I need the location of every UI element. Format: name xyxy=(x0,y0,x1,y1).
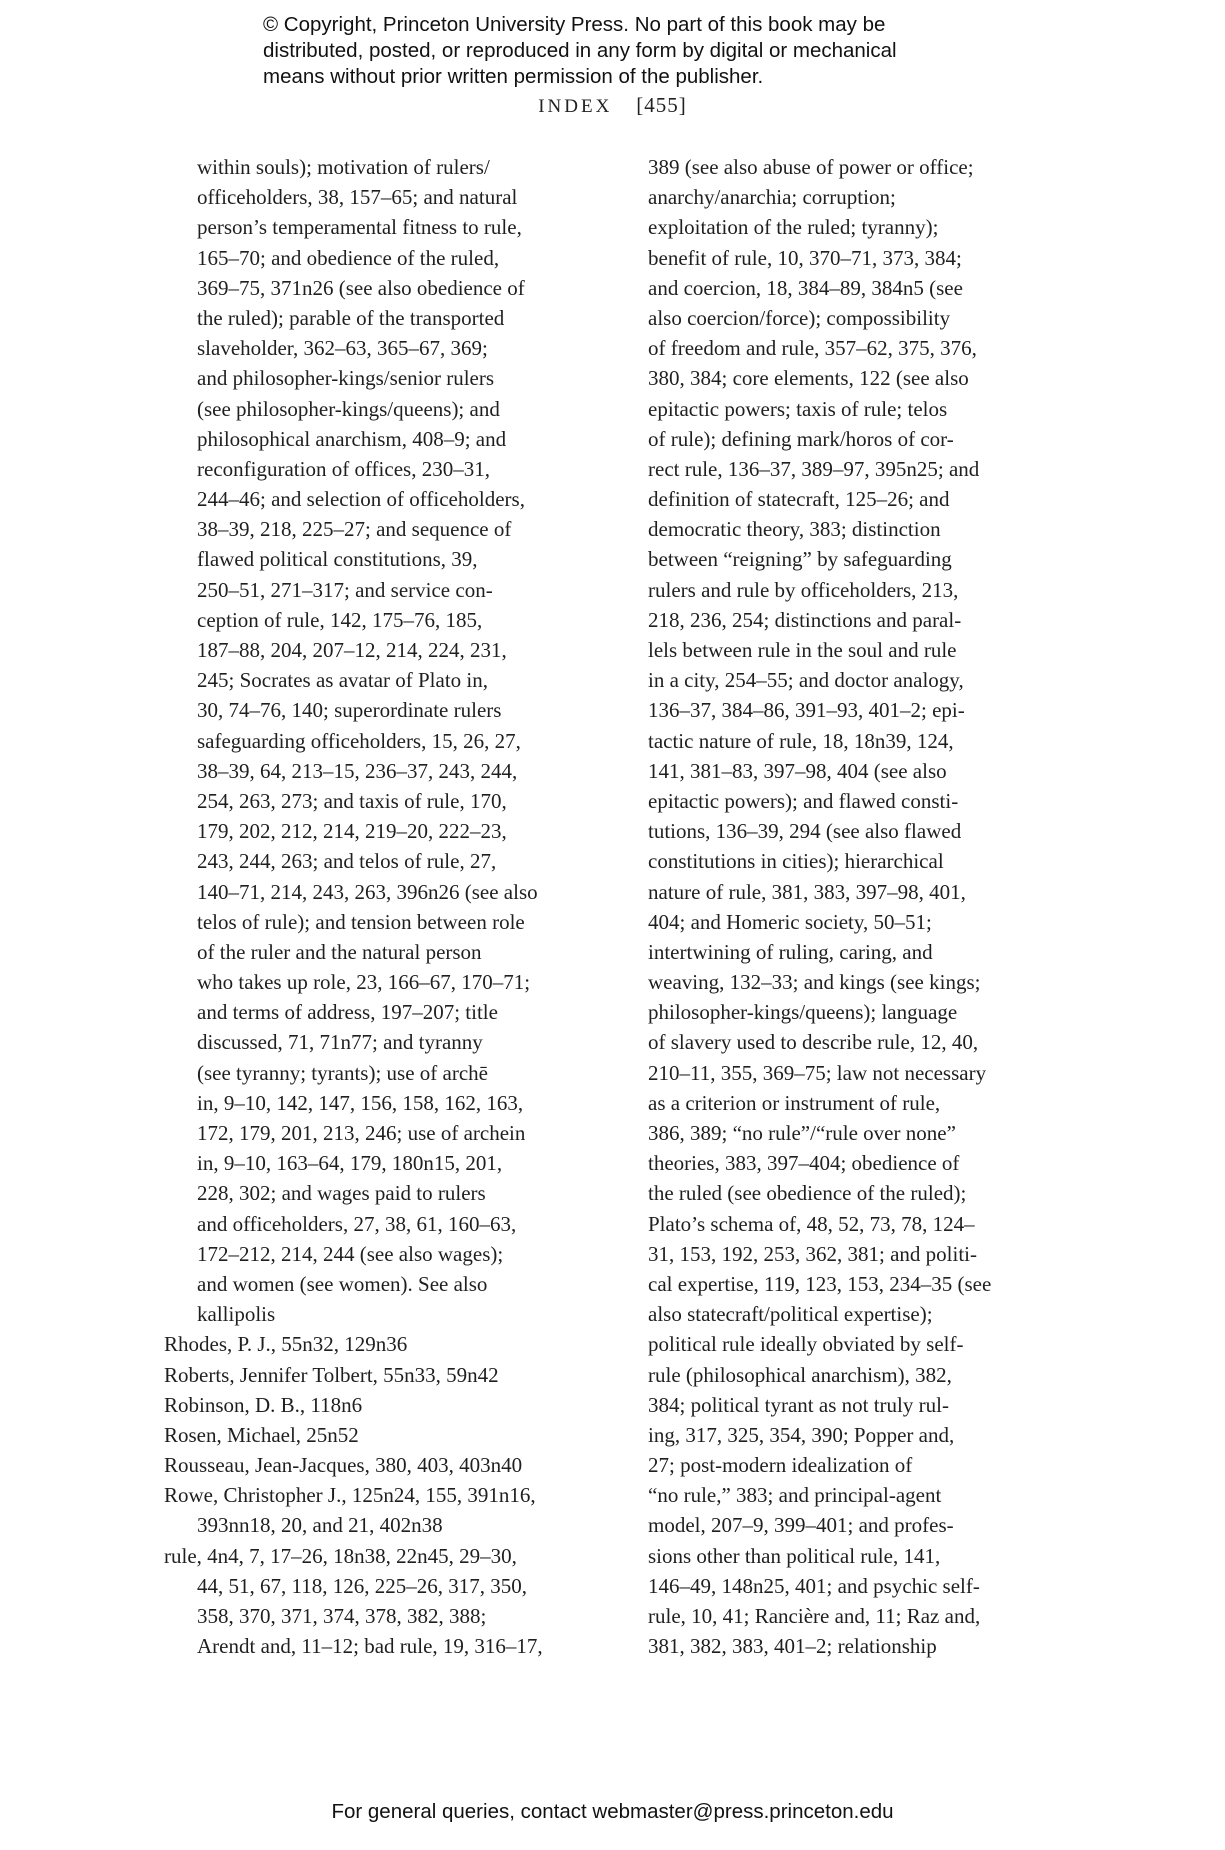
index-line: 393nn18, 20, and 21, 402n38 xyxy=(197,1513,443,1538)
index-line: and terms of address, 197–207; title xyxy=(197,1000,498,1025)
index-line: discussed, 71, 71n77; and tyranny xyxy=(197,1030,483,1055)
copyright-line: © Copyright, Princeton University Press. No part of this book may be xyxy=(263,13,886,36)
index-line: 386, 389; “no rule”/“rule over none” xyxy=(648,1121,956,1145)
index-line: 381, 382, 383, 401–2; relationship xyxy=(648,1634,937,1659)
index-line: flawed political constitutions, 39, xyxy=(197,547,478,572)
index-line: 358, 370, 371, 374, 378, 382, 388; xyxy=(197,1604,487,1628)
index-line: 244–46; and selection of officeholders, xyxy=(197,487,525,512)
index-line: officeholders, 38, 157–65; and natural xyxy=(197,185,518,210)
index-line: intertwining of ruling, caring, and xyxy=(648,939,933,964)
index-line: weaving, 132–33; and kings (see kings; xyxy=(648,970,981,995)
index-line: Arendt and, 11–12; bad rule, 19, 316–17, xyxy=(197,1634,543,1659)
index-line: theories, 383, 397–404; obedience of xyxy=(648,1151,960,1176)
index-line: 228, 302; and wages paid to rulers xyxy=(197,1181,486,1206)
index-line: rule, 4n4, 7, 17–26, 18n38, 22n45, 29–30, xyxy=(164,1543,517,1568)
index-column-left xyxy=(164,152,584,1661)
index-line: Rosen, Michael, 25n52 xyxy=(164,1422,359,1447)
index-line: (see tyranny; tyrants); use of archē xyxy=(197,1060,488,1085)
index-line: in, 9–10, 142, 147, 156, 158, 162, 163, xyxy=(197,1090,524,1115)
index-line: of the ruler and the natural person xyxy=(197,939,482,964)
index-line: slaveholder, 362–63, 365–67, 369; xyxy=(197,336,488,361)
index-line: ing, 317, 325, 354, 390; Popper and, xyxy=(648,1422,955,1447)
index-line: safeguarding officeholders, 15, 26, 27, xyxy=(197,728,521,753)
index-line: also coercion/force); compossibility xyxy=(648,305,951,330)
index-line: 44, 51, 67, 118, 126, 225–26, 317, 350, xyxy=(197,1573,527,1598)
index-line: 27; post-modern idealization of xyxy=(648,1453,913,1478)
index-line: ception of rule, 142, 175–76, 185, xyxy=(197,607,483,632)
index-line: 38–39, 218, 225–27; and sequence of xyxy=(197,517,512,542)
index-line: of freedom and rule, 357–62, 375, 376, xyxy=(648,336,977,361)
index-line: rule (philosophical anarchism), 382, xyxy=(648,1362,952,1387)
index-line: in, 9–10, 163–64, 179, 180n15, 201, xyxy=(197,1151,503,1176)
index-line: and women (see women). See also xyxy=(197,1271,488,1296)
index-line: rule, 10, 41; Rancière and, 11; Raz and, xyxy=(648,1604,981,1628)
index-line: kallipolis xyxy=(197,1302,276,1327)
index-line: philosophical anarchism, 408–9; and xyxy=(197,426,507,451)
index-line: rulers and rule by officeholders, 213, xyxy=(648,577,959,602)
index-line: philosopher-kings/queens); language xyxy=(648,1000,958,1025)
footer-contact: For general queries, contact webmaster@press.princeton.edu xyxy=(331,1800,894,1823)
copyright-notice xyxy=(263,12,1023,90)
index-line: between “reigning” by safeguarding xyxy=(648,547,952,572)
index-line: 136–37, 384–86, 391–93, 401–2; epi- xyxy=(648,698,965,723)
index-line: 245; Socrates as avatar of Plato in, xyxy=(197,668,489,693)
index-line: the ruled); parable of the transported xyxy=(197,305,505,330)
index-line: Roberts, Jennifer Tolbert, 55n33, 59n42 xyxy=(164,1362,499,1387)
copyright-line: means without prior written permission of the publisher. xyxy=(263,65,764,88)
index-line: person’s temperamental fitness to rule, xyxy=(197,215,522,240)
index-line: 210–11, 355, 369–75; law not necessary xyxy=(648,1060,987,1085)
index-line: 179, 202, 212, 214, 219–20, 222–23, xyxy=(197,819,507,844)
index-line: and philosopher-kings/senior rulers xyxy=(197,366,495,391)
index-line: 254, 263, 273; and taxis of rule, 170, xyxy=(197,788,507,813)
index-line: of slavery used to describe rule, 12, 40, xyxy=(648,1030,979,1055)
index-line: anarchy/anarchia; corruption; xyxy=(648,185,896,210)
index-line: “no rule,” 383; and principal-agent xyxy=(648,1483,942,1508)
index-line: rect rule, 136–37, 389–97, 395n25; and xyxy=(648,456,980,481)
index-line: political rule ideally obviated by self- xyxy=(648,1332,964,1357)
index-line: who takes up role, 23, 166–67, 170–71; xyxy=(197,970,531,995)
running-head xyxy=(0,93,1225,118)
index-line: (see philosopher-kings/queens); and xyxy=(197,396,500,421)
index-line: the ruled (see obedience of the ruled); xyxy=(648,1181,967,1206)
index-line: epitactic powers); and flawed consti- xyxy=(648,788,959,813)
index-line: 140–71, 214, 243, 263, 396n26 (see also xyxy=(197,879,538,904)
page-number: [455] xyxy=(636,93,687,117)
index-line: constitutions in cities); hierarchical xyxy=(648,849,944,874)
section-title: INDEX xyxy=(538,96,613,117)
index-line: tactic nature of rule, 18, 18n39, 124, xyxy=(648,728,954,753)
index-line: 141, 381–83, 397–98, 404 (see also xyxy=(648,758,947,783)
index-line: 250–51, 271–317; and service con- xyxy=(197,577,493,602)
index-line: also statecraft/political expertise); xyxy=(648,1302,933,1327)
copyright-line: distributed, posted, or reproduced in any form by digital or mechanical xyxy=(263,39,897,62)
index-line: definition of statecraft, 125–26; and xyxy=(648,487,950,512)
index-line: exploitation of the ruled; tyranny); xyxy=(648,215,939,240)
index-line: and officeholders, 27, 38, 61, 160–63, xyxy=(197,1211,517,1236)
index-line: benefit of rule, 10, 370–71, 373, 384; xyxy=(648,245,962,270)
index-line: 369–75, 371n26 (see also obedience of xyxy=(197,275,525,300)
index-line: Rowe, Christopher J., 125n24, 155, 391n16, xyxy=(164,1483,536,1508)
index-line: of rule); defining mark/horos of cor- xyxy=(648,426,954,451)
index-line: 218, 236, 254; distinctions and paral- xyxy=(648,607,962,632)
index-column-right xyxy=(648,152,1068,1661)
index-line: sions other than political rule, 141, xyxy=(648,1543,941,1568)
index-line: model, 207–9, 399–401; and profes- xyxy=(648,1513,954,1538)
index-line: nature of rule, 381, 383, 397–98, 401, xyxy=(648,879,966,904)
index-line: democratic theory, 383; distinction xyxy=(648,517,941,542)
index-line: epitactic powers; taxis of rule; telos xyxy=(648,396,948,421)
index-line: 404; and Homeric society, 50–51; xyxy=(648,909,932,934)
index-line: 187–88, 204, 207–12, 214, 224, 231, xyxy=(197,638,507,662)
index-line: within souls); motivation of rulers/ xyxy=(197,155,490,179)
index-line: telos of rule); and tension between role xyxy=(197,909,525,934)
index-line: 146–49, 148n25, 401; and psychic self- xyxy=(648,1573,980,1598)
index-line: Plato’s schema of, 48, 52, 73, 78, 124– xyxy=(648,1211,975,1236)
index-line: and coercion, 18, 384–89, 384n5 (see xyxy=(648,275,963,300)
index-line: 243, 244, 263; and telos of rule, 27, xyxy=(197,849,497,874)
index-line: reconfiguration of offices, 230–31, xyxy=(197,456,490,481)
index-line: 172, 179, 201, 213, 246; use of archein xyxy=(197,1121,526,1145)
index-line: 30, 74–76, 140; superordinate rulers xyxy=(197,698,502,723)
index-line: Robinson, D. B., 118n6 xyxy=(164,1392,363,1417)
index-line: 31, 153, 192, 253, 362, 381; and politi- xyxy=(648,1241,977,1266)
index-line: 165–70; and obedience of the ruled, xyxy=(197,245,500,270)
index-line: in a city, 254–55; and doctor analogy, xyxy=(648,668,964,693)
index-line: 380, 384; core elements, 122 (see also xyxy=(648,366,969,391)
index-line: 38–39, 64, 213–15, 236–37, 243, 244, xyxy=(197,758,518,783)
index-line: cal expertise, 119, 123, 153, 234–35 (see xyxy=(648,1271,992,1296)
index-line: 384; political tyrant as not truly rul- xyxy=(648,1392,949,1417)
index-line: 389 (see also abuse of power or office; xyxy=(648,155,974,179)
index-line: Rhodes, P. J., 55n32, 129n36 xyxy=(164,1332,408,1357)
index-line: lels between rule in the soul and rule xyxy=(648,638,957,662)
index-line: Rousseau, Jean-Jacques, 380, 403, 403n40 xyxy=(164,1453,523,1478)
index-line: 172–212, 214, 244 (see also wages); xyxy=(197,1241,504,1266)
index-line: as a criterion or instrument of rule, xyxy=(648,1090,941,1115)
index-line: tutions, 136–39, 294 (see also flawed xyxy=(648,819,962,844)
